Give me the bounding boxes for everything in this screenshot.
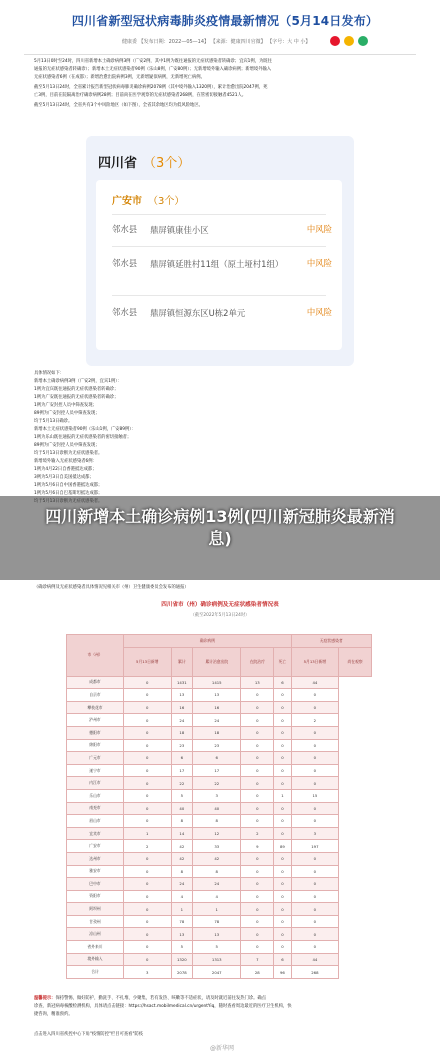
table-row [67,915,372,928]
value-cell: 42 [193,852,241,865]
value-cell: 23 [193,739,241,752]
value-cell: 0 [274,802,291,815]
value-cell: 0 [241,777,274,790]
detail-line: 1例为广安封控人员中筛查发现； [34,403,97,408]
detail-line: 均于5月13日确诊。 [34,419,73,424]
region-cell: 自贡市 [67,689,124,702]
value-cell: 6 [171,752,193,765]
value-cell: 0 [291,852,339,865]
value-cell: 0 [241,789,274,802]
tips-line: 捷咨询，精准预约。 [34,1012,73,1017]
risk-level-badge: 中风险 [306,258,332,268]
value-cell: 0 [291,915,339,928]
value-cell: 0 [124,752,172,765]
city-panel [96,180,342,350]
value-cell: 8 [171,815,193,828]
table-row [67,789,372,802]
share-bar [330,36,368,46]
value-cell: 0 [124,714,172,727]
value-cell: 89 [274,840,291,853]
value-cell: 0 [291,802,339,815]
value-cell: 16 [171,701,193,714]
value-cell: 0 [124,764,172,777]
detail-line: 89例为广安封控人员中筛查发现； [34,443,100,448]
value-cell: 0 [274,827,291,840]
value-cell: 14 [171,827,193,840]
value-cell: 28 [241,966,274,979]
value-cell: 0 [274,714,291,727]
table-row [67,752,372,765]
value-cell: 0 [241,915,274,928]
value-cell: 24 [171,714,193,727]
value-cell: 44 [291,953,339,966]
value-cell: 0 [291,890,339,903]
value-cell: 0 [291,739,339,752]
value-cell: 0 [241,802,274,815]
table-header-cell: 死亡 [274,647,291,676]
value-cell: 40 [193,802,241,815]
value-cell: 1313 [193,953,241,966]
value-cell: 78 [171,915,193,928]
region-cell: 凉山州 [67,928,124,941]
value-cell: 0 [241,890,274,903]
value-cell: 42 [171,852,193,865]
table-title: 四川省市（州）确诊病例及无症状感染者情况表 [161,602,279,608]
detail-line: 3例为5月3日自美国抵达成都； [34,475,94,480]
table-header-cell: 5月13日新增 [124,647,172,676]
value-cell: 0 [124,890,172,903]
weibo-share-icon[interactable] [330,36,340,46]
city-heading: 广安市 （3个） [112,196,185,207]
value-cell: 33 [193,840,241,853]
value-cell: 13 [193,689,241,702]
value-cell: 0 [274,752,291,765]
value-cell: 197 [291,840,339,853]
risk-area-row: 邻水县 鼎屏镇恒源东区U栋2单元 中风险 [112,307,332,318]
table-header-cell: 累计 [171,647,193,676]
table-row [67,840,372,853]
table-row [67,941,372,954]
table-row [67,953,372,966]
value-cell: 6 [193,752,241,765]
page-title: 四川省新型冠状病毒肺炎疫情最新情况（5月14日发布） [71,14,379,28]
value-cell: 23 [171,739,193,752]
table-header-cell: 市（州） [67,635,124,677]
value-cell: 1431 [171,676,193,689]
detail-line: 1例为4月22日自香港抵达成都； [34,467,97,472]
value-cell: 0 [241,928,274,941]
value-cell: 6 [274,953,291,966]
value-cell: 40 [171,802,193,815]
region-cell: 巴中市 [67,878,124,891]
table-row [67,827,372,840]
region-cell: 遂宁市 [67,764,124,777]
value-cell: 0 [274,726,291,739]
region-cell: 攀枝花市 [67,701,124,714]
region-cell: 德阳市 [67,726,124,739]
table-row [67,726,372,739]
value-cell: 0 [124,676,172,689]
intro-line: 5月13日0时至24时，四川省新增本土确诊病例3例（广安2例，其中1例为既往通报的无症状感染者转确诊；宜宾1例，为既往 [34,59,272,64]
value-cell: 22 [193,777,241,790]
region-cell: 宜宾市 [67,827,124,840]
region-cell: 资阳市 [67,890,124,903]
region-cell: 阿坝州 [67,903,124,916]
detail-line: 1例为广安既往通报的无症状感染者转确诊； [34,395,119,400]
watermark: @新华网 [210,1045,235,1052]
region-cell: 达州市 [67,852,124,865]
value-cell: 0 [124,903,172,916]
value-cell: 0 [241,689,274,702]
value-cell: 5 [171,789,193,802]
intro-line: 截至5月13日24时，全省累计报告新型冠状病毒肺炎确诊病例2078例（其中境外输入1320例），累计治愈出院2047例，死 [34,85,268,90]
value-cell: 0 [124,953,172,966]
value-cell: 2 [124,840,172,853]
detail-line: 1例为5月6日自中国香港抵达成都； [34,483,103,488]
table-row [67,852,372,865]
value-cell: 9 [241,840,274,853]
value-cell: 0 [274,915,291,928]
table-row [67,865,372,878]
table-header-cell: 在院治疗 [241,647,274,676]
value-cell: 18 [193,726,241,739]
risk-level-badge: 中风险 [306,307,332,317]
value-cell: 4 [193,890,241,903]
value-cell: 0 [291,752,339,765]
value-cell: 1 [193,903,241,916]
wechat-share-icon[interactable] [358,36,368,46]
footer-text: 点击进入四川省疾控中心下角"疫情防控"栏目可查看"防疫 [34,1032,144,1037]
detail-line: 新增境外输入无症状感染者6例： [34,459,97,464]
value-cell: 0 [241,739,274,752]
province-heading: 四川省 （3个） [98,156,191,171]
value-cell: 0 [241,852,274,865]
region-cell: 眉山市 [67,815,124,828]
value-cell: 0 [124,928,172,941]
statistics-table [66,634,372,979]
risk-area-card [86,136,354,366]
value-cell: 0 [274,689,291,702]
value-cell: 0 [241,726,274,739]
tips-line: 温馨提示：保持警惕，做好防护，勤洗手、不扎堆、少聚集，若有发热、咳嗽等不适症状，请及时就近前往发热门诊。确点 [34,996,267,1001]
value-cell: 8 [171,865,193,878]
value-cell: 15 [291,789,339,802]
value-cell: 5 [171,941,193,954]
value-cell: 0 [124,941,172,954]
tips-label: 温馨提示： [34,996,56,1001]
value-cell: 0 [274,777,291,790]
value-cell: 12 [193,827,241,840]
value-cell: 0 [124,789,172,802]
region-cell: 省外来川 [67,941,124,954]
region-cell: 甘孜州 [67,915,124,928]
notice-text: （确诊病例及无症状感染者具体情况见相关市（州）卫生健康委员会发布的通报） [34,585,189,590]
value-cell: 0 [291,928,339,941]
value-cell: 0 [291,865,339,878]
table-row [67,764,372,777]
region-cell: 南充市 [67,802,124,815]
value-cell: 0 [241,903,274,916]
value-cell: 78 [193,915,241,928]
risk-area-row: 邻水县 鼎屏镇延胜村11组（原土垭村1组） 中风险 [112,258,332,269]
value-cell: 17 [171,764,193,777]
value-cell: 2047 [193,966,241,979]
table-body [67,676,372,978]
value-cell: 0 [274,903,291,916]
value-cell: 0 [124,802,172,815]
intro-line: 亡3例，目前在院隔离治疗确诊病例28例；目前尚在医学观察的无症状感染者268例，在管密切接触者4521人。 [34,93,247,98]
value-cell: 3 [193,789,241,802]
value-cell: 8 [193,865,241,878]
value-cell: 0 [124,739,172,752]
divider [112,295,326,296]
value-cell: 0 [291,815,339,828]
region-cell: 雅安市 [67,865,124,878]
value-cell: 18 [171,726,193,739]
table-row [67,878,372,891]
table-row [67,689,372,702]
value-cell: 42 [171,840,193,853]
risk-area-row: 邻水县 鼎屏镇康佳小区 中风险 [112,224,332,235]
article-headline: 四川新增本土确诊病例13例(四川新冠肺炎最新消息) [45,507,395,548]
case-details [34,370,364,506]
value-cell: 0 [124,815,172,828]
value-cell: 0 [124,726,172,739]
table-row [67,739,372,752]
value-cell: 0 [124,777,172,790]
value-cell: 2 [241,827,274,840]
value-cell: 0 [274,739,291,752]
detail-line: 具体情况如下： [34,371,65,376]
risk-level-badge: 中风险 [306,224,332,234]
value-cell: 0 [274,878,291,891]
publish-meta: 健康委 【发布日期：2022—05—14】 【来源：健康四川官微】 【字号：大 中 小】 [122,39,311,45]
region-cell: 成都市 [67,676,124,689]
value-cell: 1 [171,903,193,916]
value-cell: 1320 [171,953,193,966]
intro-line: 通报的无症状感染者转确诊）；新增本土无症状感染者90例（乐山8例，广安80例）；无新增境外输入确诊病例；新增境外输入 [34,67,272,72]
value-cell: 16 [193,701,241,714]
value-cell: 3 [291,827,339,840]
value-cell: 0 [291,689,339,702]
value-cell: 0 [241,865,274,878]
table-header-cell: 确诊病例 [124,635,292,648]
table-row [67,890,372,903]
qq-share-icon[interactable] [344,36,354,46]
table-header-row [67,635,372,648]
detail-line: 1例为5月6日自巴基斯坦抵达成都； [34,491,103,496]
intro-line: 无症状感染者6例（在成都）；新增治愈出院病例3例，无新增疑似病例，无新增死亡病例。 [34,75,205,80]
value-cell: 268 [291,966,339,979]
table-header-cell: 5月13日新增 [291,647,339,676]
value-cell: 96 [274,966,291,979]
table-subtitle: （截至2022年5月13日24时） [190,613,250,618]
value-cell: 24 [193,714,241,727]
detail-line: 89例为广安封控人员中筛查发现； [34,411,100,416]
value-cell: 0 [124,865,172,878]
value-cell: 4 [171,890,193,903]
header-divider [24,54,416,55]
value-cell: 24 [171,878,193,891]
region-cell: 乐山市 [67,789,124,802]
value-cell: 13 [171,928,193,941]
value-cell: 0 [241,714,274,727]
value-cell: 0 [291,777,339,790]
value-cell: 5 [193,941,241,954]
value-cell: 0 [241,764,274,777]
table-row [67,928,372,941]
region-cell: 广安市 [67,840,124,853]
table-row [67,802,372,815]
divider [112,246,326,247]
table-row [67,777,372,790]
value-cell: 17 [193,764,241,777]
value-cell: 0 [124,915,172,928]
value-cell: 0 [291,726,339,739]
value-cell: 0 [241,878,274,891]
value-cell: 0 [124,878,172,891]
value-cell: 0 [291,764,339,777]
table-row [67,714,372,727]
value-cell: 1 [274,789,291,802]
intro-line: 截至5月13日24时，全省共有3个中风险地区（如下图），全省其余地区均为低风险地区。 [34,103,203,108]
detail-line: 均于5月13日诊断为无症状感染者。 [34,451,103,456]
region-cell: 境外输入 [67,953,124,966]
value-cell: 2 [291,714,339,727]
value-cell: 0 [274,815,291,828]
value-cell: 0 [291,701,339,714]
value-cell: 7 [241,953,274,966]
value-cell: 0 [291,941,339,954]
table-row [67,966,372,979]
tips-line[interactable]: 诊查、新冠病毒核酸检测机构，具体请点击链接：https://hsact.mobilmedical.cn/urgentYiq，随时查看周边最近的医疗卫生机构，快 [34,1004,292,1009]
region-cell: 内江市 [67,777,124,790]
region-cell: 绵阳市 [67,739,124,752]
detail-line: 1例为乐山既往通报的无症状感染者的密切接触者； [34,435,132,440]
value-cell: 2078 [171,966,193,979]
table-header-cell: 尚在观察 [339,647,372,676]
value-cell: 0 [274,764,291,777]
value-cell: 1 [124,827,172,840]
value-cell: 1415 [193,676,241,689]
value-cell: 13 [193,928,241,941]
value-cell: 0 [274,890,291,903]
region-cell: 广元市 [67,752,124,765]
value-cell: 0 [274,941,291,954]
value-cell: 0 [124,852,172,865]
table-row [67,903,372,916]
value-cell: 0 [124,689,172,702]
table-row [67,815,372,828]
value-cell: 0 [274,701,291,714]
value-cell: 0 [241,941,274,954]
region-cell: 泸州市 [67,714,124,727]
value-cell: 0 [274,928,291,941]
table-row [67,701,372,714]
value-cell: 0 [291,878,339,891]
value-cell: 22 [171,777,193,790]
table-header-cell: 累计治愈出院 [193,647,241,676]
value-cell: 44 [291,676,339,689]
value-cell: 0 [291,903,339,916]
value-cell: 13 [241,676,274,689]
value-cell: 0 [124,701,172,714]
value-cell: 24 [193,878,241,891]
value-cell: 0 [241,815,274,828]
tips-section [34,995,406,1019]
divider [112,214,326,215]
detail-line: 1例为宜宾既往通报的无症状感染者转确诊； [34,387,119,392]
detail-line: 新增本土无症状感染者90例（乐山1例，广安89例）： [34,427,136,432]
value-cell: 0 [274,865,291,878]
value-cell: 0 [241,701,274,714]
table-row [67,676,372,689]
value-cell: 0 [274,852,291,865]
value-cell: 0 [241,752,274,765]
value-cell: 6 [274,676,291,689]
table-header-cell: 无症状感染者 [291,635,371,648]
region-cell: 合计 [67,966,124,979]
value-cell: 13 [171,689,193,702]
value-cell: 8 [193,815,241,828]
detail-line: 新增本土确诊病例3例（广安2例，宜宾1例）： [34,379,122,384]
value-cell: 3 [124,966,172,979]
